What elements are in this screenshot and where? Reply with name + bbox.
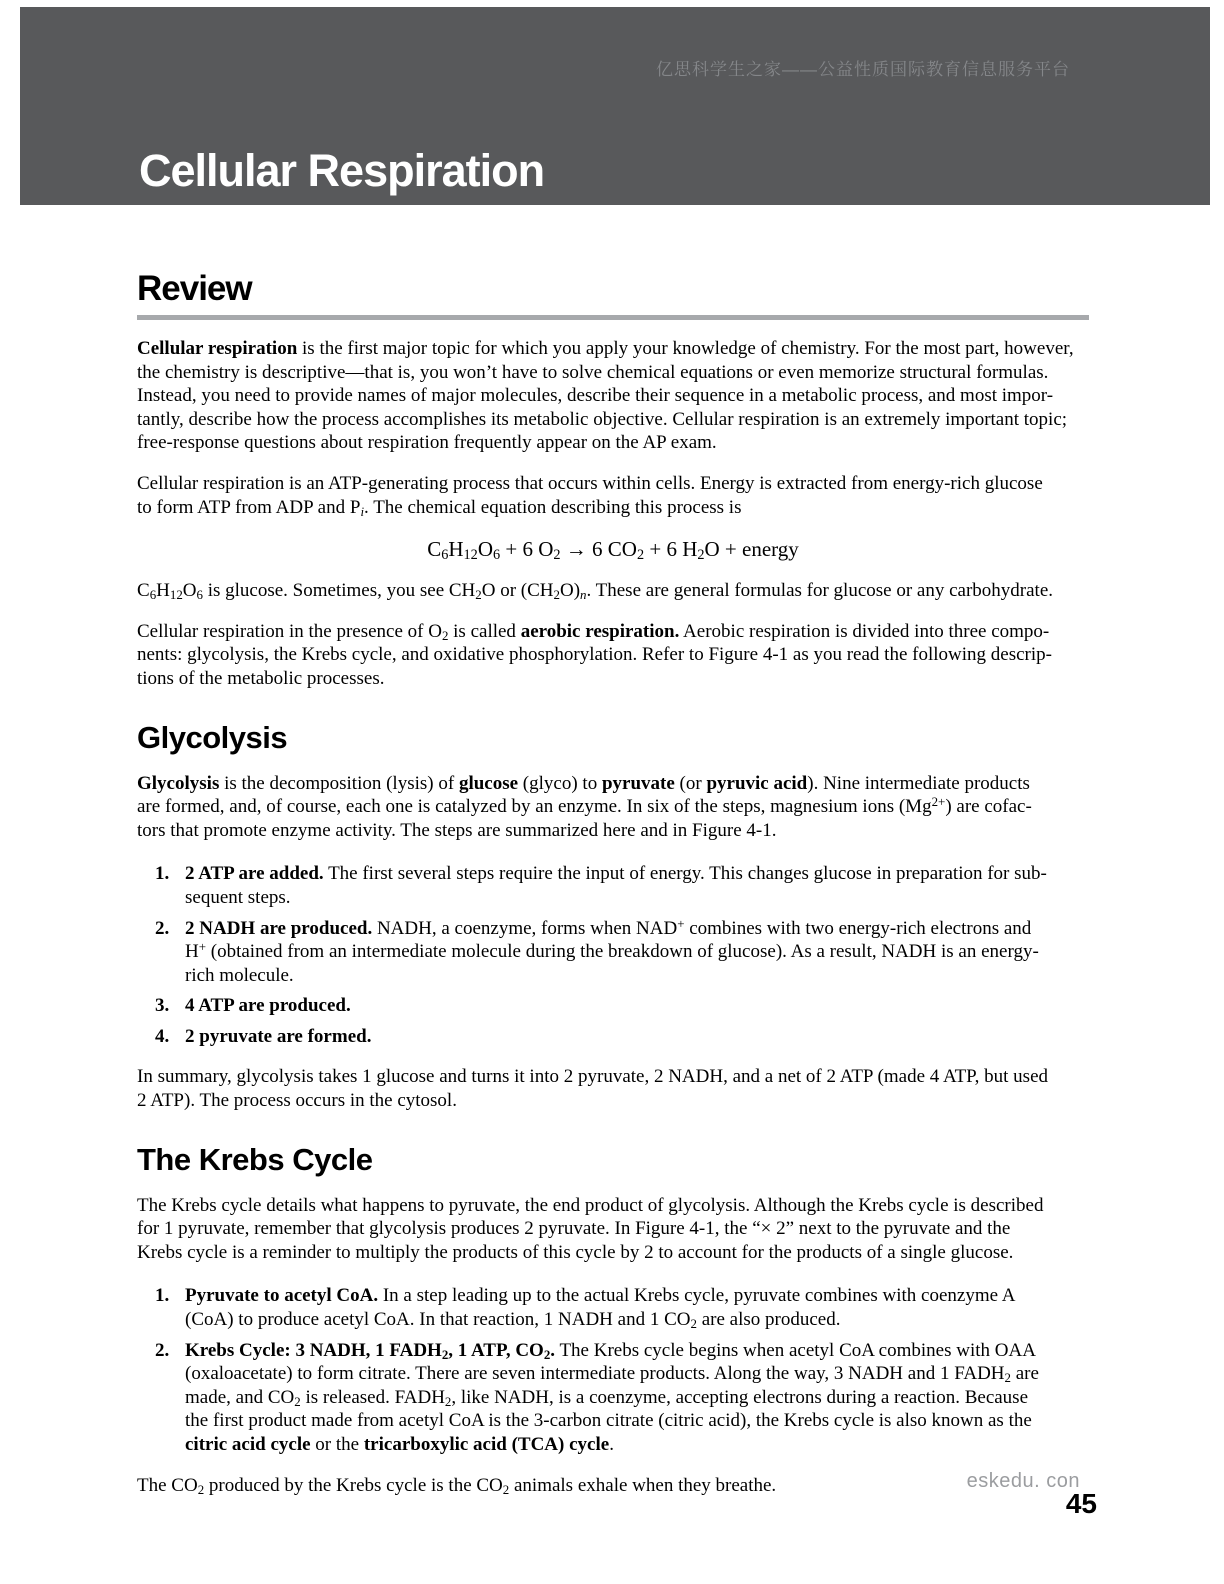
text-run: Cellular respiration is an ATP-generating process that occurs within cells. Energy is extracted from energy-rich glucose [137,472,1043,494]
text-run: 2 [553,586,560,602]
list-number: 4. [155,1025,170,1047]
text-run: Krebs cycle is a reminder to multiply the products of this cycle by 2 to account for the products of a single glucose. [137,1241,1014,1263]
text-line [185,917,1089,941]
text-line [137,337,1089,361]
text-line [185,940,1089,964]
text-run: tions of the metabolic processes. [137,667,385,689]
text-run: 12 [169,586,183,602]
text-run: In summary, glycolysis takes 1 glucose and turns it into 2 pyruvate, 2 NADH, and a net of 2 ATP (made 4 ATP, but used [137,1066,1048,1088]
krebs-closing [137,1474,1089,1498]
text-run: H [156,580,170,602]
text-run: O + energy [704,537,799,562]
glycolysis-summary [137,1065,1089,1112]
glycolysis-steps [137,862,1089,1048]
text-run: ). Nine intermediate products [807,772,1030,794]
list-item [137,862,1089,909]
text-run: The Krebs cycle details what happens to pyruvate, the end product of glycolysis. Although the Krebs cycle is described [137,1194,1044,1216]
text-line [185,1409,1089,1433]
text-run: for 1 pyruvate, remember that glycolysis produces 2 pyruvate. In Figure 4-1, the “× 2” next to the pyruvate and the [137,1218,1011,1240]
text-run: Cellular respiration [137,338,298,359]
text-run: , like NADH, is a coenzyme, accepting electrons during a reaction. Because [451,1386,1029,1408]
text-run: 2 [197,1481,205,1497]
glycolysis-heading: Glycolysis [137,719,288,755]
text-run: O [182,580,197,602]
review-rule [137,315,1089,320]
text-run: C [137,580,150,602]
text-run: The Krebs cycle begins when acetyl CoA combines with OAA [555,1339,1036,1361]
text-line [137,579,1089,603]
text-run: 6 [492,547,501,564]
text-run: 2 pyruvate are formed. [185,1025,372,1047]
text-run: produced by the Krebs cycle is the CO [204,1474,503,1496]
text-run: (glyco) to [518,772,602,794]
text-run: . The chemical equation describing this process is [364,496,742,518]
text-run: 2 ATP are added. [185,863,324,885]
text-run: 2 [543,1346,551,1362]
text-line [185,1433,1089,1457]
list-number: 2. [155,917,170,939]
text-run: is released. FADH [300,1386,445,1408]
text-run: Pyruvate to acetyl CoA. [185,1285,379,1307]
review-paragraph-1 [137,337,1089,455]
text-line [137,496,1089,520]
text-run: 2 [441,1346,449,1362]
text-line [137,384,1089,408]
text-run: 2 [502,1481,510,1497]
text-run: . These are general formulas for glucose or any carbohydrate. [586,580,1054,602]
text-run: → 6 CO [560,537,637,562]
text-run: to form ATP from ADP and P [137,496,361,518]
text-run: O) [559,580,581,602]
krebs-steps [137,1284,1089,1456]
text-run: 2+ [931,794,946,810]
text-line [185,964,1089,988]
text-run: 2 [444,1393,452,1409]
header-watermark-text: 亿思科学生之家——公益性质国际教育信息服务平台 [656,60,1070,79]
text-run: pyruvate [601,772,675,794]
text-run: 2 [697,547,705,564]
text-line [185,1284,1089,1308]
text-run: aerobic respiration. [520,620,680,642]
list-number: 3. [155,995,170,1017]
text-line [137,431,1089,455]
text-run: pyruvic acid [706,772,808,794]
list-item [137,1339,1089,1457]
text-run: NADH, a coenzyme, forms when NAD [372,917,678,939]
text-run: is the first major topic for which you apply your knowledge of chemistry. For the most part, however, [297,338,1074,359]
text-run: made, and CO [185,1386,295,1408]
text-run: (or [674,772,707,794]
text-line [137,1065,1089,1089]
text-run: O [477,537,493,562]
text-line [137,1089,1089,1113]
text-line [185,1362,1089,1386]
respiration-equation [137,537,1089,564]
list-number: 1. [155,1285,170,1307]
text-line [137,361,1089,385]
text-run: . [550,1339,556,1361]
text-run: tantly, describe how the process accomplishes its metabolic objective. Cellular respiration is an extremely important topic; [137,408,1068,430]
text-run: glucose [458,772,519,794]
text-run: 6 [149,586,157,602]
text-line [185,994,1089,1018]
text-run: the first product made from acetyl CoA is the 3-carbon citrate (citric acid), the Krebs cycle is also known as the [185,1410,1032,1432]
text-run: In a step leading up to the actual Krebs cycle, pyruvate combines with coenzyme A [378,1285,1016,1307]
text-run: (obtained from an intermediate molecule during the breakdown of glucose). As a result, NADH is an energy- [206,941,1039,963]
text-line [137,472,1089,496]
review-paragraph-3 [137,579,1089,603]
text-run: (CoA) to produce acetyl CoA. In that reaction, 1 NADH and 1 CO [185,1309,691,1331]
text-run: is glucose. Sometimes, you see CH [202,580,476,602]
text-run: The CO [137,1474,198,1496]
list-item [137,994,1089,1018]
text-line [185,862,1089,886]
text-run: 2 [553,547,561,564]
text-run: n [580,586,587,602]
text-run: The first several steps require the input of energy. This changes glucose in preparation for sub- [323,863,1047,885]
text-line [137,1194,1089,1218]
text-run: 2 ATP). The process occurs in the cytosol. [137,1090,457,1112]
text-run: H [448,537,464,562]
text-run: 2 [294,1393,301,1409]
text-line [137,537,1089,564]
text-run: citric acid cycle [185,1434,311,1455]
krebs-heading: The Krebs Cycle [137,1141,373,1177]
text-run: 2 [636,547,645,564]
text-line [137,795,1089,819]
text-line [185,1386,1089,1410]
text-run: are [1011,1363,1039,1385]
text-run: combines with two energy-rich electrons and [684,917,1032,939]
text-run: (oxaloacetate) to form citrate. There are seven intermediate products. Along the way, 3 NADH and 1 FADH [185,1363,1005,1385]
text-run: tricarboxylic acid (TCA) cycle [363,1434,610,1455]
text-run: 2 [475,586,482,602]
text-run: 2 [1004,1370,1011,1386]
text-run: 6 [441,547,449,564]
text-run: 4 ATP are produced. [185,995,351,1017]
text-run: Cellular respiration in the presence of O [137,620,442,642]
text-run: 2 [690,1315,697,1331]
text-run: + [198,939,207,955]
text-run: tors that promote enzyme activity. The steps are summarized here and in Figure 4-1. [137,819,777,841]
text-line [185,1025,1089,1049]
review-paragraph-4 [137,620,1089,691]
text-run: rich molecule. [185,964,294,986]
text-line [137,620,1089,644]
chapter-title: Cellular Respiration [139,145,545,196]
text-run: Krebs Cycle: 3 NADH, 1 FADH [185,1339,442,1361]
review-paragraph-2 [137,472,1089,519]
text-line [137,1217,1089,1241]
text-run: C [427,537,442,562]
list-item [137,917,1089,988]
text-run: O or (CH [481,580,554,602]
text-run: the chemistry is descriptive—that is, you won’t have to solve chemical equations or even memorize structural formulas. [137,361,1049,383]
review-heading: Review [137,269,252,308]
text-line [185,1339,1089,1363]
text-run: nents: glycolysis, the Krebs cycle, and oxidative phosphorylation. Refer to Figure 4-1 as you read the following descrip- [137,644,1052,666]
footer-watermark-text: eskedu. con [966,1470,1080,1492]
text-line [137,408,1089,432]
text-run: is the decomposition (lysis) of [219,772,459,794]
chapter-banner [20,7,1210,205]
text-run: + 6 H [644,537,698,562]
text-run: Instead, you need to provide names of major molecules, describe their sequence in a metabolic process, and most impor- [137,385,1054,407]
text-run: i [360,503,365,519]
text-run: + 6 O [500,537,554,562]
text-run: animals exhale when they breathe. [509,1474,777,1496]
text-run: are formed, and, of course, each one is catalyzed by an enzyme. In six of the steps, magnesium ions (Mg [137,796,932,818]
text-run: Aerobic respiration is divided into three compo- [679,620,1050,642]
text-run: + [677,915,685,931]
text-line [137,772,1089,796]
text-line [185,1308,1089,1332]
text-line [137,643,1089,667]
text-run: . [609,1434,614,1455]
krebs-paragraph [137,1194,1089,1265]
text-run: is called [448,620,521,642]
list-item [137,1284,1089,1331]
list-item [137,1025,1089,1049]
text-run: , 1 ATP, CO [448,1339,544,1361]
text-run: or the [310,1434,364,1455]
text-line [137,819,1089,843]
text-line [137,1474,1089,1498]
glycolysis-paragraph [137,772,1089,843]
text-run: H [185,941,199,963]
text-run: ) are cofac- [945,796,1032,818]
page-number: 45 [1065,1488,1097,1519]
document-body [137,205,1089,1497]
text-run: are also produced. [696,1309,841,1331]
text-line [137,1241,1089,1265]
list-number: 2. [155,1339,170,1361]
list-number: 1. [155,863,170,885]
text-run: 6 [196,586,203,602]
text-run: 2 [441,627,449,643]
text-run: 2 NADH are produced. [185,917,373,939]
text-run: Glycolysis [137,772,220,794]
text-run: free-response questions about respiration frequently appear on the AP exam. [137,432,717,454]
text-line [137,667,1089,691]
text-run: 12 [463,547,478,564]
text-run: sequent steps. [185,886,291,908]
text-line [185,886,1089,910]
